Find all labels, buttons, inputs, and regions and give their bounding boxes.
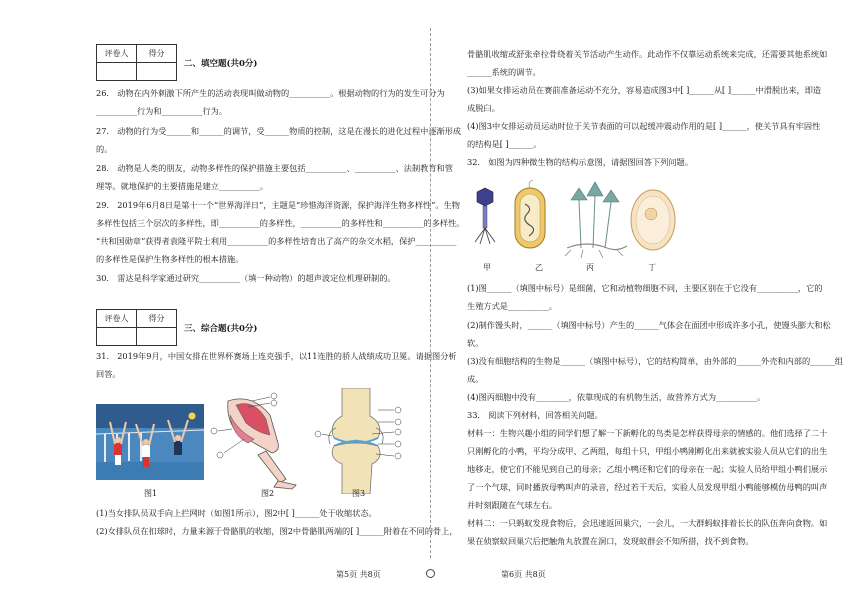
microorganism-diagram: [467, 180, 677, 266]
q28-line2: 理等。就地保护的主要措施是建立__________。: [96, 181, 268, 191]
q31-sub4-line1: (4)图3中女排运动员运动时位于关节表面的可以起缓冲震动作用的是[ ]______，使关节具有牢固性: [467, 121, 821, 131]
material2-line1: 材料二：一只蚂蚁发现食物后，会迅速返回巢穴，一会儿，一大群蚂蚁排着长长的队伍奔向食物。如: [467, 518, 828, 528]
score-cell-score: [137, 63, 177, 81]
q26-line2: __________行为和__________行为。: [96, 106, 228, 116]
q31-sub2: (2)女排队员在扣球时，力量来源于骨骼肌的收缩，图2中骨骼肌两端的[ ]______附着在不同的骨上，: [96, 526, 458, 536]
right-page-number: 第6页 共8页: [501, 570, 546, 579]
q33-line: 33. 阅读下列材料，回答相关问题。: [467, 410, 603, 420]
volleyball-photo: [96, 404, 204, 480]
r-line1: 骨骼肌收缩或舒张牵拉骨绕着关节活动产生动作。此动作不仅靠运动系统来完成，还需要其他系统如: [467, 49, 828, 59]
material2-line2: 果在侦察蚁回巢穴后把触角丸放置在洞口，发现蚁群会不知所措，找不到食物。: [467, 536, 754, 546]
right-page: [431, 0, 861, 596]
q29-line1: 29. 2019年6月8日是第十一个“世界海洋日”，主题是“珍惜海洋资源，保护海洋生物多样性”。生物: [96, 200, 460, 210]
score-table-2: [96, 309, 177, 346]
q30-line: 30. 雷达是科学家通过研究__________（填一种动物）的超声波定位机理研制的。: [96, 273, 396, 283]
section-title-fill: 二、填空题(共0分): [184, 59, 258, 69]
q32-sub2-line2: 软。: [467, 338, 484, 348]
fig1-label: 图1: [144, 489, 158, 498]
q32-sub1-line1: (1)图______（填图中标号）是细菌，它和动植物细胞不同，主要区别在于它没有__________，它的: [467, 283, 823, 293]
q32-sub1-line2: 生殖方式是__________。: [467, 301, 558, 311]
label-ding: 丁: [648, 263, 656, 272]
section-title-comprehensive: 三、综合题(共0分): [184, 324, 258, 334]
q26-line1: 26. 动物在内外刺激下所产生的活动表现叫做动物的__________。根据动物的行为的发生可分为: [96, 88, 445, 98]
q32-line: 32. 如图为四种微生物的结构示意图，请据图回答下列问题。: [467, 157, 693, 167]
q31-sub3-line2: 成脱臼。: [467, 103, 500, 113]
q27-line1: 27. 动物的行为受______和______的调节，受______物质的控制，这是在漫长的进化过程中逐渐形成: [96, 126, 462, 136]
q31-line1: 31. 2019年9月，中国女排在世界杯赛场上连克强手，以11连胜的骄人战绩成功卫冕。请据图分析: [96, 351, 457, 361]
score-header-score: 得分: [137, 45, 177, 63]
q29-line3: “共和国勋章”获得者袁隆平院士利用__________的多样性培育出了高产的杂交水稻，保护__________: [96, 236, 457, 246]
material1-line2: 只刚孵化的小鸭，平均分成甲、乙两组，每组十只，甲组小鸭刚孵化出来就被实验人员从它们的出生: [467, 446, 828, 456]
q31-sub3-line1: (3)如果女排运动员在赛前准备运动不充分，容易造成图3中[ ]______从[ ]______中滑脱出来，即造: [467, 85, 822, 95]
material1-line3: 地移走，使它们不能见到自己的母亲；乙组小鸭还和它们的母亲在一起；实验人员给甲组小鸭们展示: [467, 464, 828, 474]
r-line2: ______系统的调节。: [467, 67, 541, 77]
joint-diagram: [312, 388, 408, 494]
q32-sub3-line1: (3)没有细胞结构的生物是______（填图中标号），它的结构简单，由外部的______外壳和内部的______组: [467, 356, 843, 366]
fig3-label: 图3: [352, 489, 366, 498]
label-jia: 甲: [483, 263, 491, 272]
q31-line2: 回答。: [96, 369, 121, 379]
score-cell-reviewer: [97, 63, 137, 81]
q29-line4: 的多样性是保护生物多样性的根本措施。: [96, 254, 244, 264]
score-header-reviewer: 评卷人: [97, 310, 137, 328]
label-bing: 丙: [586, 263, 594, 272]
score-header-score: 得分: [137, 310, 177, 328]
q32-sub3-line2: 成。: [467, 374, 484, 384]
arm-muscle-diagram: [208, 391, 298, 491]
q27-line2: 的。: [96, 144, 113, 154]
left-page-number: 第5页 共8页: [336, 570, 381, 579]
score-cell-reviewer: [97, 328, 137, 346]
binding-circle-icon: [426, 569, 435, 578]
material1-line1: 材料一：生物兴趣小组的同学们想了解一下新孵化的鸟类是怎样获得母亲的情感的。他们选择了二十: [467, 428, 828, 438]
material1-line5: 并时刻跟随在气球左右。: [467, 500, 558, 510]
q29-line2: 多样性包括三个层次的多样性，即__________的多样性，__________的多样性和__________的多样性。: [96, 218, 465, 228]
q31-sub4-line2: 的结构是[ ]______。: [467, 139, 542, 149]
q28-line1: 28. 动物是人类的朋友，动物多样性的保护措施主要包括__________、__________、法制教育和管: [96, 163, 453, 173]
fig2-label: 图2: [261, 489, 275, 498]
q32-sub4-line: (4)图丙细胞中没有________，依靠现成的有机物生活，故营养方式为__________。: [467, 392, 766, 402]
q31-sub1: (1)当女排队员双手向上拦网时（如图1所示），图2中[ ]______处于收缩状态。: [96, 508, 377, 518]
material1-line4: 了一个气球，同时播放母鸭叫声的录音，经过若干天后，实验人员发现甲组小鸭能够模仿母鸭的叫声: [467, 482, 828, 492]
score-header-reviewer: 评卷人: [97, 45, 137, 63]
q32-sub2-line1: (2)制作馒头时，______（填图中标号）产生的______气体会在面团中形成许多小孔，使馒头膨大和松: [467, 320, 831, 330]
score-cell-score: [137, 328, 177, 346]
label-yi: 乙: [535, 263, 543, 272]
score-table-1: [96, 44, 177, 81]
